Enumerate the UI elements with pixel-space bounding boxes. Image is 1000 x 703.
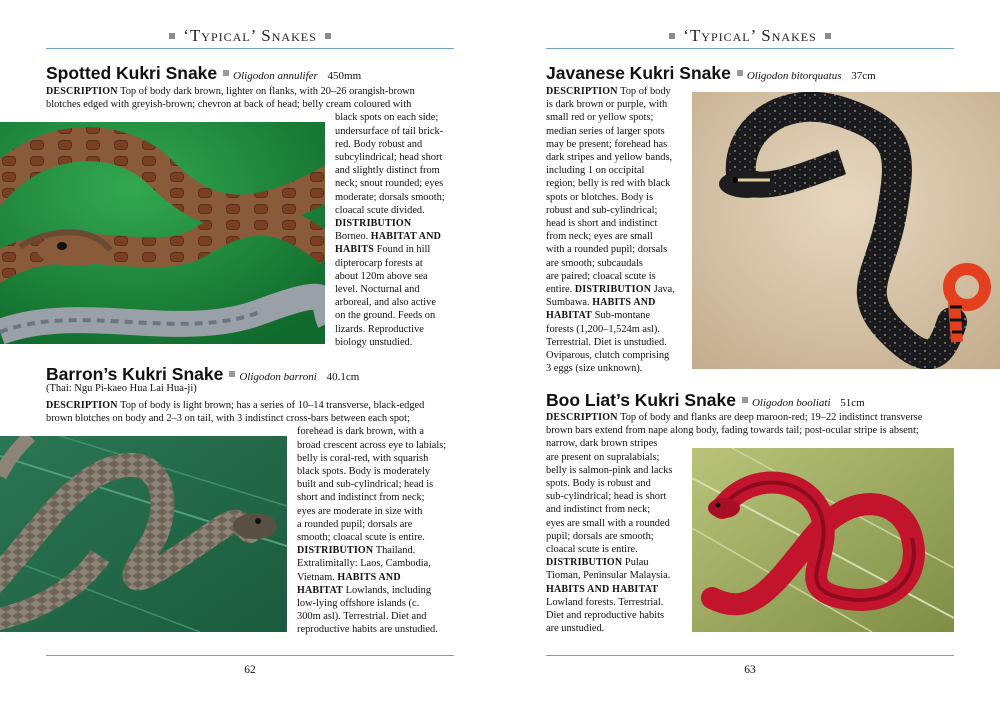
description-text: are unstudied. bbox=[546, 623, 605, 635]
description-line bbox=[546, 362, 691, 375]
header-text: ‘Typical’ Snakes bbox=[683, 26, 817, 45]
description-line bbox=[335, 296, 454, 309]
description-text: cloacal scute is entire. bbox=[546, 544, 638, 556]
description-line bbox=[297, 465, 454, 478]
description-text: 300m asl). Terrestrial. Diet and bbox=[297, 611, 427, 623]
description-line bbox=[546, 164, 691, 177]
description-line bbox=[46, 399, 454, 412]
description-line bbox=[335, 217, 454, 230]
description-text: level. Nocturnal and bbox=[335, 284, 420, 296]
description-line bbox=[546, 270, 691, 283]
description-text: Tioman, Peninsular Malaysia. bbox=[546, 570, 671, 582]
description-text: smooth; cloacal scute is entire. bbox=[297, 532, 425, 544]
description-line bbox=[335, 177, 454, 190]
description-text: biology unstudied. bbox=[335, 336, 413, 348]
description-text: moderate; dorsals smooth; bbox=[335, 191, 445, 203]
description-line bbox=[546, 437, 691, 450]
page-number: 62 bbox=[244, 664, 256, 676]
running-header bbox=[46, 26, 454, 46]
description-line bbox=[546, 85, 691, 98]
description-text: head is short and indistinct bbox=[546, 218, 658, 230]
description-line bbox=[46, 85, 454, 98]
description-line bbox=[546, 336, 691, 349]
section-label: HABITAT bbox=[546, 310, 593, 322]
description-line bbox=[297, 544, 454, 557]
description-line bbox=[297, 597, 454, 610]
snake-photo bbox=[0, 122, 325, 344]
description-line bbox=[546, 98, 691, 111]
description-text: 3 eggs (size unknown). bbox=[546, 363, 643, 375]
description-lines bbox=[546, 85, 691, 375]
description-line bbox=[546, 451, 691, 464]
snake-photo bbox=[0, 436, 287, 632]
section-label: HABITS AND HABITAT bbox=[546, 583, 659, 595]
description-line bbox=[546, 177, 691, 190]
section-label: DESCRIPTION bbox=[46, 86, 118, 97]
description-line bbox=[546, 556, 691, 569]
species-description bbox=[546, 85, 691, 375]
description-text: about 120m above sea bbox=[335, 270, 428, 282]
description-text: Pulau bbox=[622, 557, 649, 569]
description-line bbox=[546, 323, 691, 336]
description-line bbox=[297, 439, 454, 452]
page-number: 63 bbox=[744, 664, 756, 676]
species-title bbox=[46, 63, 361, 84]
description-line bbox=[335, 230, 454, 243]
description-text: Diet and reproductive habits bbox=[546, 610, 665, 622]
description-line bbox=[335, 151, 454, 164]
description-text: lizards. Reproductive bbox=[335, 323, 424, 335]
description-line bbox=[335, 111, 454, 124]
snake-photo-image bbox=[0, 122, 325, 344]
description-line bbox=[546, 283, 691, 296]
description-text: subcylindrical; head short bbox=[335, 152, 443, 164]
description-text: Top of body and flanks are deep maroon-red; 19–22 indistinct transverse bbox=[617, 412, 923, 423]
description-line bbox=[297, 610, 454, 623]
description-text: built and sub-cylindrical; head is bbox=[297, 479, 434, 491]
description-text: black spots on each side; bbox=[335, 112, 439, 124]
description-text: narrow, dark brown stripes bbox=[546, 438, 658, 450]
description-line bbox=[546, 111, 691, 124]
description-line bbox=[546, 296, 691, 309]
description-text: robust and sub-cylindrical; bbox=[546, 204, 658, 216]
header-text: ‘Typical’ Snakes bbox=[183, 26, 317, 45]
description-text: Sumbawa. bbox=[546, 297, 593, 309]
section-label: DISTRIBUTION bbox=[297, 545, 374, 557]
description-text: from neck; eyes are small bbox=[546, 231, 653, 243]
description-text: eyes are small with a rounded bbox=[546, 517, 670, 529]
description-text: are paired; cloacal scute is bbox=[546, 270, 656, 282]
description-line bbox=[335, 164, 454, 177]
section-label: HABITAT bbox=[297, 584, 344, 596]
description-line bbox=[546, 257, 691, 270]
description-text: on the ground. Feeds on bbox=[335, 310, 436, 322]
latin-name: Oligodon barroni bbox=[239, 371, 317, 383]
header-rule bbox=[46, 48, 454, 49]
description-line bbox=[546, 151, 691, 164]
common-name: Boo Liat’s Kukri Snake bbox=[546, 390, 736, 410]
description-text: Terrestrial. Diet is unstudied. bbox=[546, 336, 667, 348]
description-text: and indistinct from neck; bbox=[546, 504, 651, 516]
description-text: are present on supralabials; bbox=[546, 451, 660, 463]
description-text: undersurface of tail brick- bbox=[335, 125, 444, 137]
description-line bbox=[546, 596, 691, 609]
description-line bbox=[297, 505, 454, 518]
description-line bbox=[546, 424, 954, 437]
description-text: Extralimitally: Laos, Cambodia, bbox=[297, 558, 431, 570]
bullet-square bbox=[742, 397, 748, 403]
snake-photo-image bbox=[0, 436, 287, 632]
snake-photo-image bbox=[692, 92, 1000, 369]
description-text: Oviparous, clutch comprising bbox=[546, 350, 670, 362]
description-line bbox=[335, 323, 454, 336]
section-label: HABITAT AND bbox=[370, 231, 442, 243]
description-line bbox=[546, 569, 691, 582]
description-text: a rounded pupil; dorsals are bbox=[297, 518, 413, 530]
description-text: Lowlands, including bbox=[343, 584, 432, 596]
description-line bbox=[297, 531, 454, 544]
description-text: small red or yellow spots; bbox=[546, 112, 654, 124]
footer-rule bbox=[46, 655, 454, 656]
footer-rule bbox=[546, 655, 954, 656]
description-text: Sub-montane bbox=[592, 310, 651, 322]
description-text: Vietnam. bbox=[297, 571, 338, 583]
description-line bbox=[546, 609, 691, 622]
common-name: Spotted Kukri Snake bbox=[46, 63, 218, 83]
section-label: DESCRIPTION bbox=[46, 400, 118, 411]
header-rule bbox=[546, 48, 954, 49]
description-line bbox=[335, 283, 454, 296]
bullet-square bbox=[169, 33, 175, 39]
description-line bbox=[546, 583, 691, 596]
length: 40.1cm bbox=[326, 371, 360, 383]
description-line bbox=[546, 138, 691, 151]
description-line bbox=[546, 217, 691, 230]
description-line bbox=[546, 464, 691, 477]
description-text: cloacal scute divided. bbox=[335, 204, 425, 216]
description-line bbox=[297, 478, 454, 491]
description-text: broad crescent across eye to labials; bbox=[297, 439, 447, 451]
snake-photo bbox=[692, 448, 954, 632]
species-title bbox=[546, 63, 876, 84]
description-text: pupil; dorsals are smooth; bbox=[546, 530, 654, 542]
description-text: eyes are moderate in size with bbox=[297, 505, 423, 517]
description-text: Thailand. bbox=[373, 545, 416, 557]
description-text: forehead is dark brown, with a bbox=[297, 426, 424, 438]
thai-name: (Thai: Ngu Pi-kaeo Hua Lai Hua-ji) bbox=[46, 383, 197, 394]
description-text: sub-cylindrical; head is short bbox=[546, 491, 667, 503]
description-line bbox=[546, 349, 691, 362]
snake-photo-image bbox=[692, 448, 954, 632]
description-line bbox=[546, 543, 691, 556]
section-label: DESCRIPTION bbox=[546, 86, 618, 97]
bullet-square bbox=[737, 70, 743, 76]
description-text: may be present; forehead has bbox=[546, 138, 668, 150]
description-line bbox=[335, 138, 454, 151]
species-title bbox=[46, 364, 359, 385]
latin-name: Oligodon annulifer bbox=[233, 70, 318, 82]
description-text: are smooth; subcaudals bbox=[546, 257, 643, 269]
bullet-square bbox=[669, 33, 675, 39]
description-line bbox=[297, 623, 454, 636]
description-text: Borneo. bbox=[335, 231, 371, 243]
description-line bbox=[335, 191, 454, 204]
description-line bbox=[546, 622, 691, 635]
description-line bbox=[335, 257, 454, 270]
description-text: and slightly distinct from bbox=[335, 165, 440, 177]
description-line bbox=[297, 571, 454, 584]
description-text: low-lying offshore islands (c. bbox=[297, 598, 420, 610]
section-label: DESCRIPTION bbox=[546, 412, 618, 423]
species-title bbox=[546, 390, 865, 411]
length: 450mm bbox=[327, 70, 362, 82]
description-text: Top of body dark brown, lighter on flanks, with 20–26 orangish-brown bbox=[117, 86, 415, 97]
description-text: red. Body robust and bbox=[335, 138, 423, 150]
description-line bbox=[297, 425, 454, 438]
description-text: neck; snout rounded; eyes bbox=[335, 178, 444, 190]
description-line bbox=[297, 518, 454, 531]
length: 51cm bbox=[840, 397, 865, 409]
latin-name: Oligodon booliati bbox=[751, 397, 831, 409]
description-text: forests (1,200–1,524m asl). bbox=[546, 323, 660, 335]
description-line bbox=[297, 584, 454, 597]
description-line bbox=[46, 98, 454, 111]
description-text: black spots. Body is moderately bbox=[297, 466, 431, 478]
length: 37cm bbox=[851, 70, 876, 82]
description-text: dark stripes and yellow bands, bbox=[546, 152, 673, 164]
description-line bbox=[335, 309, 454, 322]
description-text: Top of body bbox=[617, 86, 671, 97]
description-text: brown blotches on body and 2–3 on tail, with 3 indistinct cross-bars between each spot; bbox=[46, 413, 410, 425]
description-line bbox=[297, 452, 454, 465]
description-text: reproductive habits are unstudied. bbox=[297, 624, 438, 636]
snake-photo bbox=[692, 92, 1000, 369]
description-text: Java, bbox=[651, 284, 675, 296]
description-line bbox=[335, 243, 454, 256]
description-text: median series of larger spots bbox=[546, 125, 665, 137]
description-line bbox=[546, 309, 691, 322]
description-line bbox=[546, 490, 691, 503]
description-text: arboreal, and also active bbox=[335, 297, 436, 309]
description-line bbox=[335, 204, 454, 217]
section-label: HABITS AND bbox=[592, 297, 656, 309]
section-label: DISTRIBUTION bbox=[546, 557, 623, 569]
description-text: spots or blotches. Body is bbox=[546, 191, 654, 203]
description-line bbox=[546, 530, 691, 543]
description-line bbox=[546, 477, 691, 490]
latin-name: Oligodon bitorquatus bbox=[746, 70, 842, 82]
description-line bbox=[546, 230, 691, 243]
description-text: dipterocarp forests at bbox=[335, 257, 423, 269]
bullet-square bbox=[325, 33, 331, 39]
bullet-square bbox=[223, 70, 229, 76]
bullet-square bbox=[229, 371, 235, 377]
description-text: brown bars extend from nape along body, fading towards tail; post-ocular stripe is absent; bbox=[546, 425, 919, 437]
common-name: Javanese Kukri Snake bbox=[546, 63, 731, 83]
section-label: DISTRIBUTION bbox=[335, 218, 412, 230]
description-text: Lowland forests. Terrestrial. bbox=[546, 596, 664, 608]
running-header bbox=[546, 26, 954, 46]
section-label: HABITS bbox=[335, 244, 374, 256]
description-text: Top of body is light brown; has a series of 10–14 transverse, black-edged bbox=[117, 400, 425, 411]
description-line bbox=[335, 125, 454, 138]
bullet-square bbox=[825, 33, 831, 39]
description-line bbox=[546, 191, 691, 204]
description-line bbox=[546, 411, 954, 424]
description-line bbox=[335, 336, 454, 349]
description-text: region; belly is red with black bbox=[546, 178, 671, 190]
description-line bbox=[546, 503, 691, 516]
description-text: with a rounded pupil; dorsals bbox=[546, 244, 668, 256]
common-name: Barron’s Kukri Snake bbox=[46, 364, 224, 384]
description-text: entire. bbox=[546, 284, 575, 296]
description-line bbox=[46, 412, 454, 425]
description-text: short and indistinct from neck; bbox=[297, 492, 425, 504]
description-text: blotches edged with greyish-brown; chevron at back of head; belly cream coloured with bbox=[46, 99, 412, 111]
description-line bbox=[546, 517, 691, 530]
description-text: spots. Body is robust and bbox=[546, 478, 651, 490]
description-line bbox=[546, 125, 691, 138]
description-text: Found in hill bbox=[374, 244, 431, 256]
description-line bbox=[546, 243, 691, 256]
description-line bbox=[546, 204, 691, 217]
description-line bbox=[297, 491, 454, 504]
description-text: including 1 on occipital bbox=[546, 165, 645, 177]
description-line bbox=[297, 557, 454, 570]
description-text: is dark brown or purple, with bbox=[546, 99, 668, 111]
description-text: belly is coral-red, with squarish bbox=[297, 452, 429, 464]
description-text: belly is salmon-pink and lacks bbox=[546, 464, 673, 476]
description-line bbox=[335, 270, 454, 283]
section-label: DISTRIBUTION bbox=[574, 284, 652, 296]
section-label: HABITS AND bbox=[337, 571, 401, 583]
right-page bbox=[500, 0, 1000, 703]
